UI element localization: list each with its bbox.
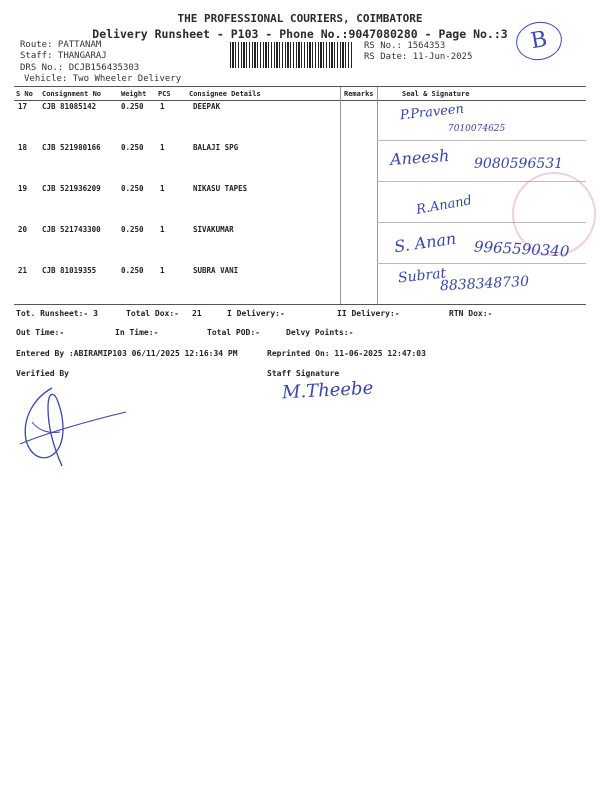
entered-by: Entered By :ABIRAMIP103 06/11/2025 12:16:34 PM <box>16 349 238 358</box>
row-consignee: BALAJI SPG <box>193 143 239 152</box>
barcode <box>230 42 352 68</box>
column-header: Weight <box>121 90 147 98</box>
column-header: S No <box>16 90 33 98</box>
row-consignment: CJB 81019355 <box>42 266 97 275</box>
row-consignee: SIVAKUMAR <box>193 225 234 234</box>
handwritten-signature: R.Anand <box>415 193 474 218</box>
column-header: PCS <box>158 90 171 98</box>
row-consignee: NIKASU TAPES <box>193 184 248 193</box>
rs-date: RS Date: 11-Jun-2025 <box>364 52 473 62</box>
row-consignment: CJB 521980166 <box>42 143 101 152</box>
verified-signature-scribble <box>14 378 134 473</box>
row-pcs: 1 <box>160 143 165 152</box>
out-time: Out Time:- <box>16 328 65 337</box>
circled-letter-mark: B <box>513 18 565 63</box>
handwritten-signature: Subrat <box>397 265 447 287</box>
handwritten-phone: 9080596531 <box>474 156 564 172</box>
staff-signature-handwritten: M.Theebe <box>281 377 374 404</box>
i-delivery: I Delivery:- <box>227 309 285 318</box>
column-header: Seal & Signature <box>402 90 470 98</box>
remarks-divider-right <box>377 87 378 304</box>
row-sno: 19 <box>18 184 28 193</box>
row-consignee: DEEPAK <box>193 102 221 111</box>
total-dox-value: 21 <box>192 309 202 318</box>
reprinted-on: Reprinted On: 11-06-2025 12:47:03 <box>267 349 426 358</box>
handwritten-phone: 7010074625 <box>448 124 506 134</box>
rs-number: RS No.: 1564353 <box>364 41 446 51</box>
row-sno: 21 <box>18 266 28 275</box>
handwritten-signature: S. Anan <box>392 228 458 257</box>
row-consignment: CJB 521743300 <box>42 225 101 234</box>
total-runsheet: Tot. Runsheet:- 3 <box>16 309 98 318</box>
company-name: THE PROFESSIONAL COURIERS, COIMBATORE <box>177 12 423 25</box>
row-sno: 17 <box>18 102 28 111</box>
row-weight: 0.250 <box>121 266 144 275</box>
route-label: Route: PATTANAM <box>20 40 102 50</box>
drs-number: DRS No.: DCJB156435303 <box>20 63 140 73</box>
total-dox-label: Total Dox:- <box>126 309 179 318</box>
table-bottom-rule <box>14 304 586 305</box>
handwritten-phone: 8838348730 <box>439 273 530 295</box>
table-top-rule <box>14 86 586 87</box>
row-consignment: CJB 521936209 <box>42 184 101 193</box>
row-weight: 0.250 <box>121 225 144 234</box>
table-header-rule <box>14 100 586 101</box>
runsheet-title: Delivery Runsheet - P103 - Phone No.:9047080280 - Page No.:3 <box>92 27 508 41</box>
handwritten-phone: 9965590340 <box>473 237 570 261</box>
ii-delivery: II Delivery:- <box>337 309 400 318</box>
staff-signature-label: Staff Signature <box>267 369 340 378</box>
row-pcs: 1 <box>160 225 165 234</box>
row-divider <box>377 140 586 141</box>
handwritten-signature: P.Praveen <box>399 101 465 124</box>
staff-label: Staff: THANGARAJ <box>20 51 107 61</box>
rtn-dox: RTN Dox:- <box>449 309 493 318</box>
row-weight: 0.250 <box>121 184 144 193</box>
row-consignment: CJB 81085142 <box>42 102 97 111</box>
row-divider <box>377 263 586 264</box>
row-weight: 0.250 <box>121 102 144 111</box>
row-weight: 0.250 <box>121 143 144 152</box>
column-header: Consignee Details <box>189 90 261 98</box>
row-pcs: 1 <box>160 266 165 275</box>
vehicle-label: Vehicle: Two Wheeler Delivery <box>24 74 182 84</box>
row-pcs: 1 <box>160 102 165 111</box>
verified-by-label: Verified By <box>16 369 69 378</box>
row-sno: 20 <box>18 225 28 234</box>
row-pcs: 1 <box>160 184 165 193</box>
column-header: Consignment No <box>42 90 102 98</box>
row-sno: 18 <box>18 143 28 152</box>
remarks-divider-left <box>340 87 341 304</box>
handwritten-signature: Aneesh <box>389 145 450 170</box>
column-header: Remarks <box>344 90 374 98</box>
row-consignee: SUBRA VANI <box>193 266 239 275</box>
in-time: In Time:- <box>115 328 159 337</box>
delvy-points: Delvy Points:- <box>286 328 354 337</box>
total-pod: Total POD:- <box>207 328 260 337</box>
